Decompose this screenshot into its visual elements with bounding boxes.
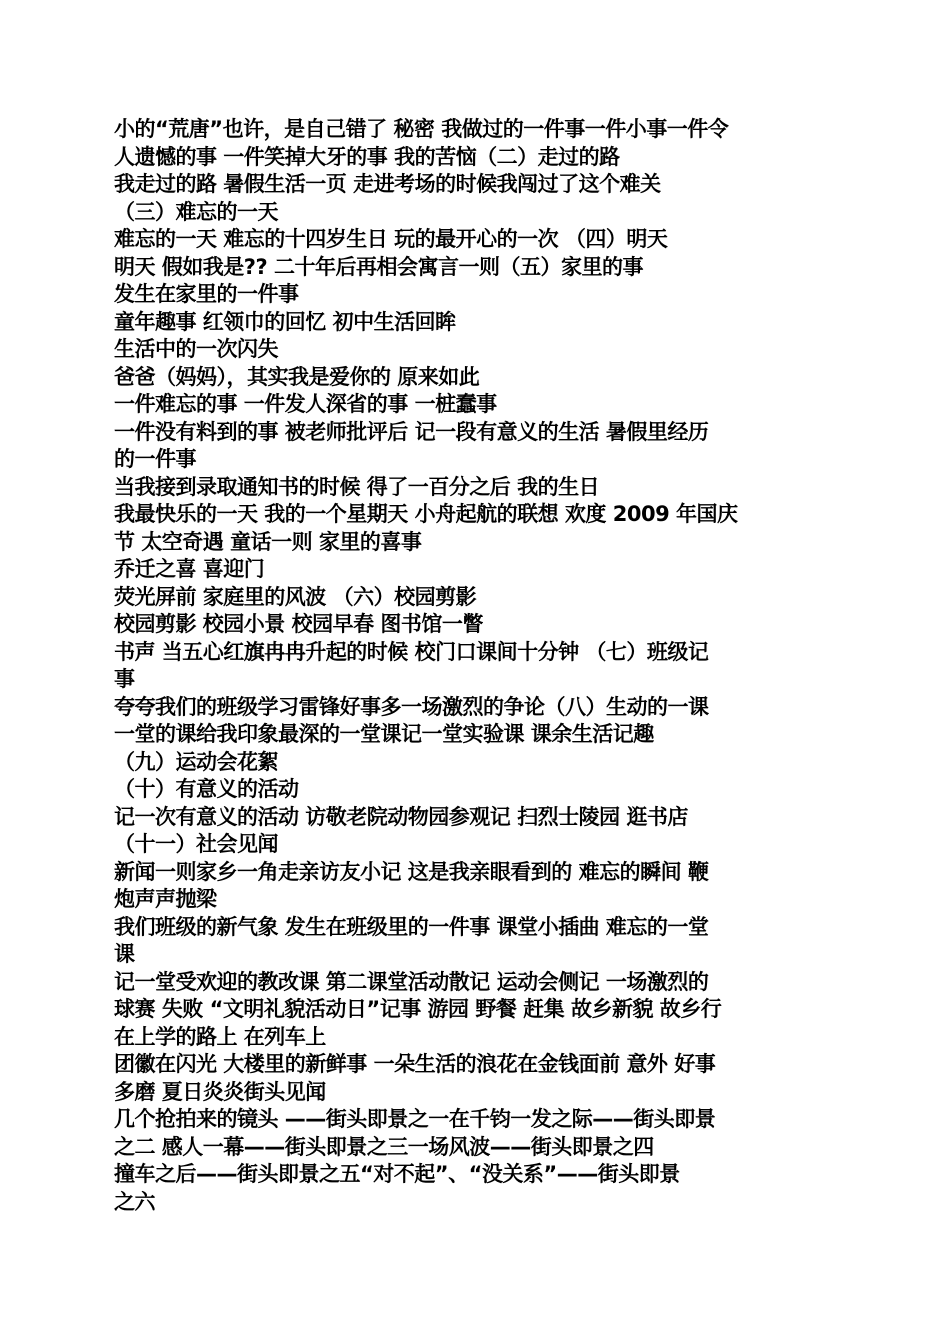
text-line: 之二 感人一幕——街头即景之三一场风波——街头即景之四 [114,1134,654,1159]
text-line: 人遗憾的事 一件笑掉大牙的事 我的苦恼（二）走过的路 [114,144,620,169]
text-line: 炮声声抛梁 [114,887,217,911]
text-line: 记一堂受欢迎的教改课 第二课堂活动散记 运动会侧记 一场激烈的 [114,969,709,994]
text-line: 撞车之后——街头即景之五“对不起”、“没关系”——街头即景 [114,1162,680,1186]
text-line: 一堂的课给我印象最深的一堂课记一堂实验课 课余生活记趣 [114,722,654,746]
text-line: 我们班级的新气象 发生在班级里的一件事 课堂小插曲 难忘的一堂 [114,914,709,939]
text-line: 几个抢拍来的镜头 ——街头即景之一在千钧一发之际——街头即景 [114,1107,716,1131]
text-line: 小的“荒唐”也许，是自己错了 秘密 我做过的一件事一件小事一件令 [114,117,729,141]
text-line: 夸夸我们的班级学习雷锋好事多一场激烈的争论（八）生动的一课 [114,694,709,719]
text-line: 多磨 夏日炎炎街头见闻 [114,1079,326,1104]
text-line: 球赛 失败 “文明礼貌活动日”记事 游园 野餐 赶集 故乡新貌 故乡行 [114,997,722,1021]
text-line: （三）难忘的一天 [114,199,278,224]
text-line: 一件难忘的事 一件发人深省的事 一桩蠢事 [114,392,497,416]
text-line: 一件没有料到的事 被老师批评后 记一段有意义的生活 暑假里经历 [114,419,709,444]
text-line: 明天 假如我是?? 二十年后再相会寓言一则（五）家里的事 [114,254,643,279]
text-line: 爸爸（妈妈），其实我是爱你的 原来如此 [114,364,480,389]
text-line: 我最快乐的一天 我的一个星期天 小舟起航的联想 欢度 2009 年国庆 [114,502,738,526]
text-line: （十一）社会见闻 [114,832,278,856]
text-line: 我走过的路 暑假生活一页 走进考场的时候我闯过了这个难关 [114,172,661,196]
text-line: 事 [114,667,135,691]
document-body [114,116,836,1216]
text-line: （九）运动会花絮 [114,749,278,774]
text-line: 课 [114,942,135,966]
text-line: （十）有意义的活动 [114,777,299,801]
text-line: 新闻一则家乡一角走亲访友小记 这是我亲眼看到的 难忘的瞬间 鞭 [114,859,709,884]
text-line: 童年趣事 红领巾的回忆 初中生活回眸 [114,309,456,334]
text-line: 的一件事 [114,447,196,471]
text-line: 发生在家里的一件事 [114,282,299,306]
text-line: 之六 [114,1189,155,1214]
text-line: 当我接到录取通知书的时候 得了一百分之后 我的生日 [114,474,600,499]
text-line: 团徽在闪光 大楼里的新鲜事 一朵生活的浪花在金钱面前 意外 好事 [114,1052,716,1076]
text-line: 书声 当五心红旗冉冉升起的时候 校门口课间十分钟 （七）班级记 [114,639,709,664]
text-line: 记一次有意义的活动 访敬老院动物园参观记 扫烈士陵园 逛书店 [114,804,688,829]
text-line: 乔迁之喜 喜迎门 [114,557,265,581]
text-line: 节 太空奇遇 童话一则 家里的喜事 [114,529,422,554]
text-line: 在上学的路上 在列车上 [114,1024,326,1049]
text-line: 荧光屏前 家庭里的风波 （六）校园剪影 [114,584,477,609]
text-line: 校园剪影 校园小景 校园早春 图书馆一瞥 [114,612,483,636]
text-line: 生活中的一次闪失 [114,337,278,361]
text-line: 难忘的一天 难忘的十四岁生日 玩的最开心的一次 （四）明天 [114,227,668,251]
